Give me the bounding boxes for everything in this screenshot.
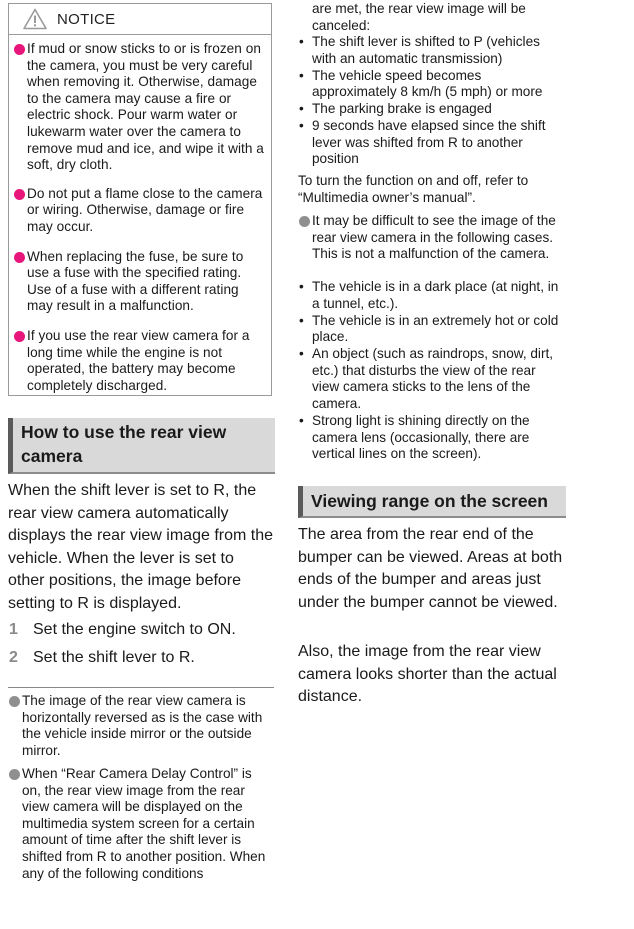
bullet-dot-icon [14, 331, 25, 342]
notice-item [13, 186, 265, 236]
list-item: • The shift lever is shifted to P (vehicles with an automatic transmission) [298, 34, 566, 67]
notice-item-text: If mud or snow sticks to or is frozen on the camera, you must be very careful when removing it. Otherwise, damage to the camera may cause a fire or electric shock. Pour warm water or lukewarm water over the camera to remove mud and ice, and wipe it with a soft, dry cloth. [27, 41, 264, 173]
notice-item [13, 328, 265, 394]
intro-paragraph: When the shift lever is set to R, the rear view camera automatically displays the rear view image from the vehicle. When the lever is set to other positions, the image before setting to R is displayed. [8, 482, 273, 612]
info-bullet-icon [299, 216, 310, 227]
refer-text: To turn the function on and off, refer to “Multimedia owner’s manual”. [298, 173, 529, 205]
warning-triangle-icon [23, 8, 47, 30]
list-item: • The vehicle speed becomes approximately 8 km/h (5 mph) or more [298, 68, 566, 101]
section-heading-how-to-use: How to use the rear view camera [8, 418, 275, 474]
bullet-dot-icon [14, 189, 25, 200]
info-note-text: The image of the rear view camera is horizontally reversed as is the case with the vehicle inside mirror or the outside mirror. [22, 693, 263, 758]
divider [8, 687, 274, 688]
list-item: • The parking brake is engaged [298, 101, 566, 118]
notice-item-text: Do not put a flame close to the camera or wiring. Otherwise, damage or fire may occur. [27, 185, 263, 234]
info-bullet-icon [9, 696, 20, 707]
notice-title: NOTICE [57, 10, 116, 28]
bullet-dot-icon [14, 252, 25, 263]
list-item: • The vehicle is in an extremely hot or cold place. [298, 313, 566, 346]
list-item: • 9 seconds have elapsed since the shift lever was shifted from R to another position [298, 118, 566, 168]
step-text: Set the shift lever to R. [33, 649, 195, 666]
section-heading-viewing-range: Viewing range on the screen [298, 486, 566, 518]
notice-body [9, 35, 271, 394]
info-note [8, 766, 274, 882]
info-bullet-icon [9, 769, 20, 780]
notice-item-text: If you use the rear view camera for a long time while the engine is not operated, the battery may become completely discharged. [27, 327, 250, 393]
notice-item-text: When replacing the fuse, be sure to use a fuse with the specified rating. Use of a fuse with a different rating may result in a malfunction. [27, 248, 244, 314]
step-text: Set the engine switch to ON. [33, 621, 236, 638]
info-note [298, 213, 566, 263]
range-paragraph-2: Also, the image from the rear view camera looks shorter than the actual distance. [298, 643, 557, 706]
notice-item [13, 249, 265, 315]
info-note-text: It may be difficult to see the image of the rear view camera in the following cases. This is not a malfunction of the camera. [312, 213, 556, 262]
step-2 [9, 647, 195, 669]
notice-item [13, 41, 265, 174]
list-item: • The vehicle is in a dark place (at night, in a tunnel, etc.). [298, 279, 566, 312]
step-1 [9, 619, 236, 641]
list-item: • An object (such as raindrops, snow, dirt, etc.) that disturbs the view of the rear view camera sticks to the lens of the camera. [298, 346, 566, 412]
step-number: 2 [9, 649, 18, 666]
step-number: 1 [9, 621, 18, 638]
continuation-text: are met, the rear view image will be canceled: [312, 1, 526, 33]
difficult-cases-list [298, 279, 566, 463]
range-paragraph-1: The area from the rear end of the bumper can be viewed. Areas at both ends of the bumper and areas just under the bumper cannot be viewed. [298, 526, 563, 611]
bullet-dot-icon [14, 44, 25, 55]
notice-box [8, 3, 272, 396]
info-note [8, 693, 274, 759]
list-item: • Strong light is shining directly on the camera lens (occasionally, there are vertical lines on the screen). [298, 413, 566, 463]
notice-header [9, 4, 271, 35]
cancel-conditions-list [298, 34, 566, 168]
info-note-text: When “Rear Camera Delay Control” is on, the rear view image from the rear view camera will be displayed on the multimedia system screen for a certain amount of time after the shift lever is shifted from R to another position. When any of the following conditions [22, 766, 266, 881]
